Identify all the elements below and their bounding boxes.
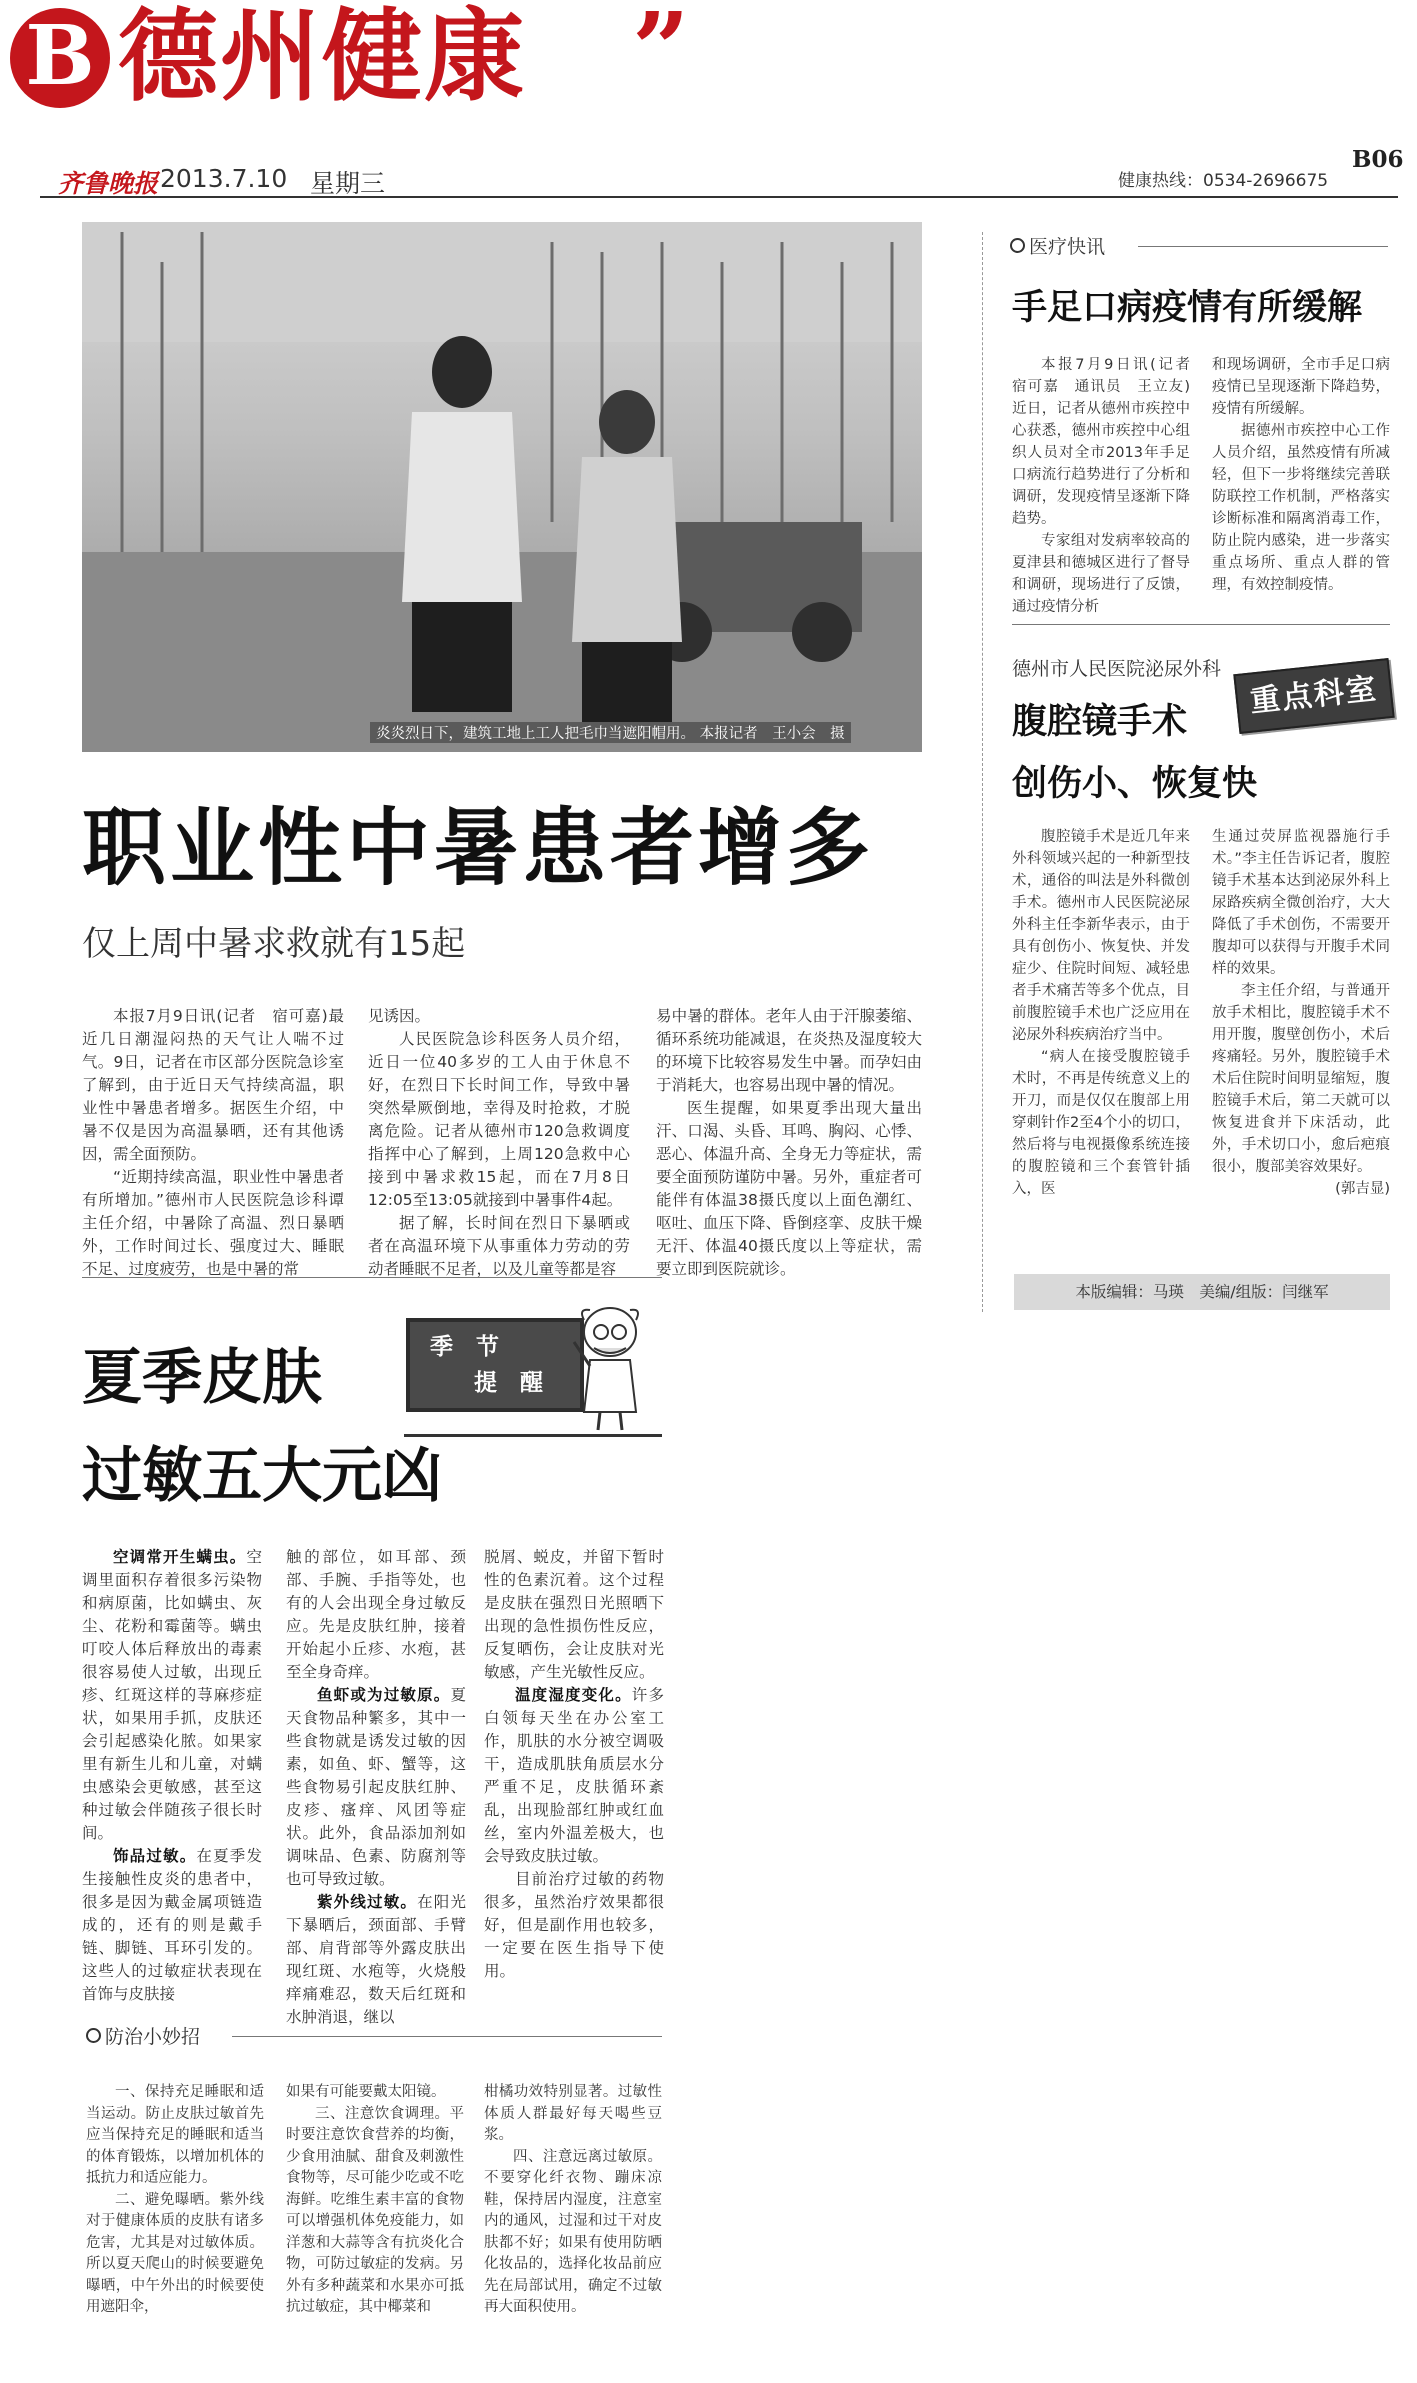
page-number: B06 [1352, 146, 1404, 173]
paper-name: 齐鲁晚报 [58, 169, 159, 198]
issue-weekday: 星期三 [310, 169, 386, 198]
tips-paragraph: 四、注意远离过敏原。不要穿化纤衣物、蹦床凉鞋，保持居内湿度，注意室内的通风，过湿和过干对皮肤都不好；如果有使用防晒化妆品的，选择化妆品前应先在局部试用，确定不过敏再大面积使用。 [484, 2148, 662, 2315]
feature-byline: (郭吉显) [1335, 1181, 1390, 1197]
skin-text: 脱屑、蜕皮，并留下暂时性的色素沉着。这个过程是皮肤在强烈日光照晒下出现的急性损伤性反应，反复晒伤，会让皮肤对光敏感，产生光敏性反应。 [484, 1548, 664, 1681]
brief-column-2 [1212, 354, 1390, 596]
skin-text: 在夏季发生接触性皮炎的患者中，很多是因为戴金属项链造成的，还有的则是戴手链、脚链、耳环引发的。这些人的过敏症状表现在首饰与皮肤接 [82, 1847, 262, 2003]
brief-label-rule [1138, 246, 1388, 247]
doctor-cartoon-icon [570, 1302, 650, 1432]
skin-subhead: 紫外线过敏。 [317, 1893, 418, 1911]
tips-column-1 [86, 2082, 264, 2319]
skin-text: 在阳光下暴晒后，颈面部、手臂部、肩背部等外露皮肤出现红斑、水疱等，火烧般痒痛难忍，数天后红斑和水肿消退，继以 [286, 1893, 466, 2026]
feature-paragraph: 腹腔镜手术是近几年来外科领域兴起的一种新型技术，通俗的叫法是外科微创手术。德州市人民医院泌尿外科主任李新华表示，由于具有创伤小、恢复快、并发症少、住院时间短、减轻患者手术痛苦等多个优点，目前腹腔镜手术也广泛应用在泌尿外科疾病治疗当中。 [1012, 829, 1190, 1043]
right-column-divider [982, 232, 983, 1312]
skin-column-2 [286, 1546, 466, 2029]
season-reminder-sign [400, 1302, 652, 1434]
tips-paragraph: 三、注意饮食调理。平时要注意饮食营养的均衡，少食用油腻、甜食及刺激性食物等，尽可能少吃或不吃海鲜。吃维生素丰富的食物可以增强机体免疫能力，如洋葱和大蒜等含有抗炎化合物，可防过敏症的发病。另外有多种蔬菜和水果亦可抵抗过敏症，其中椰菜和 [286, 2105, 464, 2315]
skin-column-1 [82, 1546, 262, 2006]
lead-paragraph: 见诱因。 [368, 1007, 431, 1025]
lead-paragraph: 易中暑的群体。老年人由于汗腺萎缩、循环系统功能减退，在炎热及湿度较大的环境下比较容易发生中暑。而孕妇由于消耗大，也容易出现中暑的情况。 [656, 1007, 922, 1094]
feature-badge [1233, 658, 1394, 734]
sign-rule [404, 1434, 662, 1437]
skin-title-line-2: 过敏五大元凶 [82, 1441, 442, 1511]
feature-headline-line-1: 腹腔镜手术 [1012, 702, 1188, 742]
brief-headline: 手足口病疫情有所缓解 [1012, 288, 1363, 328]
skin-title-line-1: 夏季皮肤 [82, 1343, 322, 1413]
photo-scene [82, 222, 922, 752]
section-ring-icon [1010, 238, 1025, 253]
skin-column-3 [484, 1546, 664, 1983]
skin-paragraph [484, 1868, 664, 1983]
lead-paragraph: 人民医院急诊科医务人员介绍，近日一位40多岁的工人由于休息不好，在烈日下长时间工作，导致中暑突然晕厥倒地，幸得及时抢救，才脱离危险。记者从德州市120急救调度指挥中心了解到，上周120急救中心接到中暑求救15起，而在7月8日12:05至13:05就接到中暑事件4起。 [368, 1030, 630, 1209]
masthead-rule [40, 196, 1398, 198]
tips-column-2 [286, 2082, 464, 2319]
feature-headline-line-2: 创伤小、恢复快 [1012, 764, 1258, 804]
skin-paragraph [484, 1684, 664, 1868]
feature-badge-text: 重点科室 [1248, 671, 1380, 720]
tips-paragraph: 二、避免曝晒。紫外线对于健康体质的皮肤有诸多危害，尤其是对过敏体质。所以夏天爬山的时候要避免曝晒，中午外出的时候要使用遮阳伞， [86, 2191, 264, 2315]
skin-paragraph [286, 1684, 466, 1891]
lead-paragraph: “近期持续高温，职业性中暑患者有所增加。”德州市人民医院急诊科谭主任介绍，中暑除了高温、烈日暴晒外，工作时间过长、强度过大、睡眠不足、过度疲劳，也是中暑的常 [82, 1168, 344, 1278]
title-quote-mark: ” [632, 0, 690, 108]
brief-paragraph: 据德州市疾控中心工作人员介绍，虽然疫情有所减轻，但下一步将继续完善联防联控工作机制，严格落实诊断标准和隔离消毒工作，防止院内感染，进一步落实重点场所、重点人群的管理，有效控制疫情。 [1212, 423, 1390, 593]
sign-text-2: 提 醒 [474, 1370, 543, 1396]
section-letter: B [25, 8, 95, 104]
page-title: 德州健康 [118, 0, 526, 115]
tips-label [86, 2022, 200, 2049]
brief-paragraph: 和现场调研，全市手足口病疫情已呈现逐渐下降趋势，疫情有所缓解。 [1212, 357, 1390, 417]
lead-paragraph: 医生提醒，如果夏季出现大量出汗、口渴、头昏、耳鸣、胸闷、心悸、恶心、体温升高、全身无力等症状，需要全面预防谨防中暑。另外，重症者可能伴有体温38摄氏度以上面色潮红、呕吐、血压下降、昏倒痉挛、皮肤干燥无汗、体温40摄氏度以上等症状，需要立即到医院就诊。 [656, 1099, 922, 1278]
lead-paragraph: 据了解，长时间在烈日下暴晒或者在高温环境下从事重体力劳动的劳动者睡眠不足者，以及儿童等都是容 [368, 1214, 630, 1278]
editor-credits: 本版编辑：马瑛 美编/组版：闫继军 [1014, 1274, 1390, 1310]
feature-paragraph: 李主任介绍，与普通开放手术相比，腹腔镜手术不用开腹，腹壁创伤小，术后疼痛轻。另外，腹腔镜手术术后住院时间明显缩短，腹腔镜手术后，第二天就可以恢复进食并下床活动，此外，手术切口小，愈后疤痕很小，腹部美容效果好。 [1212, 983, 1390, 1175]
construction-workers-photo [82, 222, 922, 752]
tips-paragraph: 一、保持充足睡眠和适当运动。防止皮肤过敏首先应当保持充足的睡眠和适当的体育锻炼，以增加机体的抵抗力和适应能力。 [86, 2084, 264, 2186]
skin-paragraph [82, 1546, 262, 1845]
skin-paragraph [484, 1546, 664, 1684]
skin-subhead: 饰品过敏。 [113, 1847, 197, 1865]
skin-paragraph [82, 1845, 262, 2006]
skin-paragraph [286, 1891, 466, 2029]
tips-column-3 [484, 2082, 662, 2319]
skin-paragraph [286, 1546, 466, 1684]
tips-label-rule [232, 2036, 662, 2037]
tips-paragraph: 柑橘功效特别显著。过敏性体质人群最好每天喝些豆浆。 [484, 2084, 662, 2143]
lead-bottom-rule [82, 1277, 662, 1278]
lead-subhead: 仅上周中暑求救就有15起 [82, 924, 466, 964]
brief-bottom-rule [1012, 624, 1390, 625]
brief-paragraph: 本报7月9日讯(记者 宿可嘉 通讯员 王立友) 近日，记者从德州市疾控中心获悉，德州市疾控中心组织人员对全市2013年手足口病流行趋势进行了分析和调研，发现疫情呈逐渐下降趋势。 [1012, 357, 1205, 527]
skin-text: 目前治疗过敏的药物很多，虽然治疗效果都很好，但是副作用也较多，一定要在医生指导下使用。 [484, 1870, 664, 1980]
skin-text: 空调里面积存着很多污染物和病原菌，比如螨虫、灰尘、花粉和霉菌等。螨虫叮咬人体后释放出的毒素很容易使人过敏，出现丘疹、红斑这样的荨麻疹症状，如果用手抓，皮肤还会引起感染化脓。如果家里有新生儿和儿童，对螨虫感染会更敏感，甚至这种过敏会伴随孩子很长时间。 [82, 1548, 262, 1842]
hotline: 健康热线：0534-2696675 [1118, 171, 1329, 191]
feature-kicker: 德州市人民医院泌尿外科 [1012, 658, 1222, 680]
brief-label [1010, 232, 1105, 259]
tips-paragraph: 如果有可能要戴太阳镜。 [286, 2084, 446, 2100]
lead-column-3 [656, 1005, 922, 1281]
issue-date: 2013.7.10 [160, 164, 288, 193]
skin-text: 夏天食物品种繁多，其中一些食物就是诱发过敏的因素，如鱼、虾、蟹等，这些食物易引起皮肤红肿、皮疹、瘙痒、风团等症状。此外，食品添加剂如调味品、色素、防腐剂等也可导致过敏。 [286, 1686, 466, 1888]
skin-text: 许多白领每天坐在办公室工作，肌肤的水分被空调吸干，造成肌肤角质层水分严重不足，皮肤循环紊乱，出现脸部红肿或红血丝，室内外温差极大，也会导致皮肤过敏。 [484, 1686, 664, 1865]
feature-paragraph: “病人在接受腹腔镜手术时，不再是传统意义上的开刀，而是仅仅在腹部上用穿刺针作2至4个小的切口，然后将与电视摄像系统连接的腹腔镜和三个套管针插入，医 [1012, 1049, 1190, 1197]
brief-column-1 [1012, 354, 1205, 618]
skin-subhead: 空调常开生螨虫。 [113, 1548, 247, 1566]
lead-paragraph: 本报7月9日讯(记者 宿可嘉)最近几日潮湿闷热的天气让人喘不过气。9日，记者在市区部分医院急诊室了解到，由于近日天气持续高温，职业性中暑患者增多。据医生介绍，中暑不仅是因为高温暴晒，还有其他诱因，需全面预防。 [82, 1007, 344, 1163]
lead-column-2 [368, 1005, 630, 1281]
lead-column-1 [82, 1005, 344, 1281]
feature-column-1 [1012, 826, 1190, 1200]
brief-paragraph: 专家组对发病率较高的夏津县和德城区进行了督导和调研，现场进行了反馈，通过疫情分析 [1012, 533, 1190, 615]
feature-column-2 [1212, 826, 1390, 1200]
skin-subhead: 温度湿度变化。 [515, 1686, 632, 1704]
photo-caption: 炎炎烈日下，建筑工地上工人把毛巾当遮阳帽用。 本报记者 王小会 摄 [370, 722, 851, 743]
lead-headline: 职业性中暑患者增多 [82, 799, 875, 897]
section-ring-icon [86, 2028, 101, 2043]
sign-text-1: 季 节 [430, 1334, 499, 1360]
feature-paragraph: 生通过荧屏监视器施行手术。”李主任告诉记者，腹腔镜手术基本达到泌尿外科上尿路疾病全微创治疗，大大降低了手术创伤，不需要开腹却可以获得与开腹手术同样的效果。 [1212, 829, 1390, 977]
tips-label-text: 防治小妙招 [105, 2026, 201, 2048]
skin-text: 触的部位，如耳部、颈部、手腕、手指等处，也有的人会出现全身过敏反应。先是皮肤红肿，接着开始起小丘疹、水疱，甚至全身奇痒。 [286, 1548, 466, 1681]
skin-subhead: 鱼虾或为过敏原。 [317, 1686, 451, 1704]
brief-label-text: 医疗快讯 [1029, 236, 1106, 258]
